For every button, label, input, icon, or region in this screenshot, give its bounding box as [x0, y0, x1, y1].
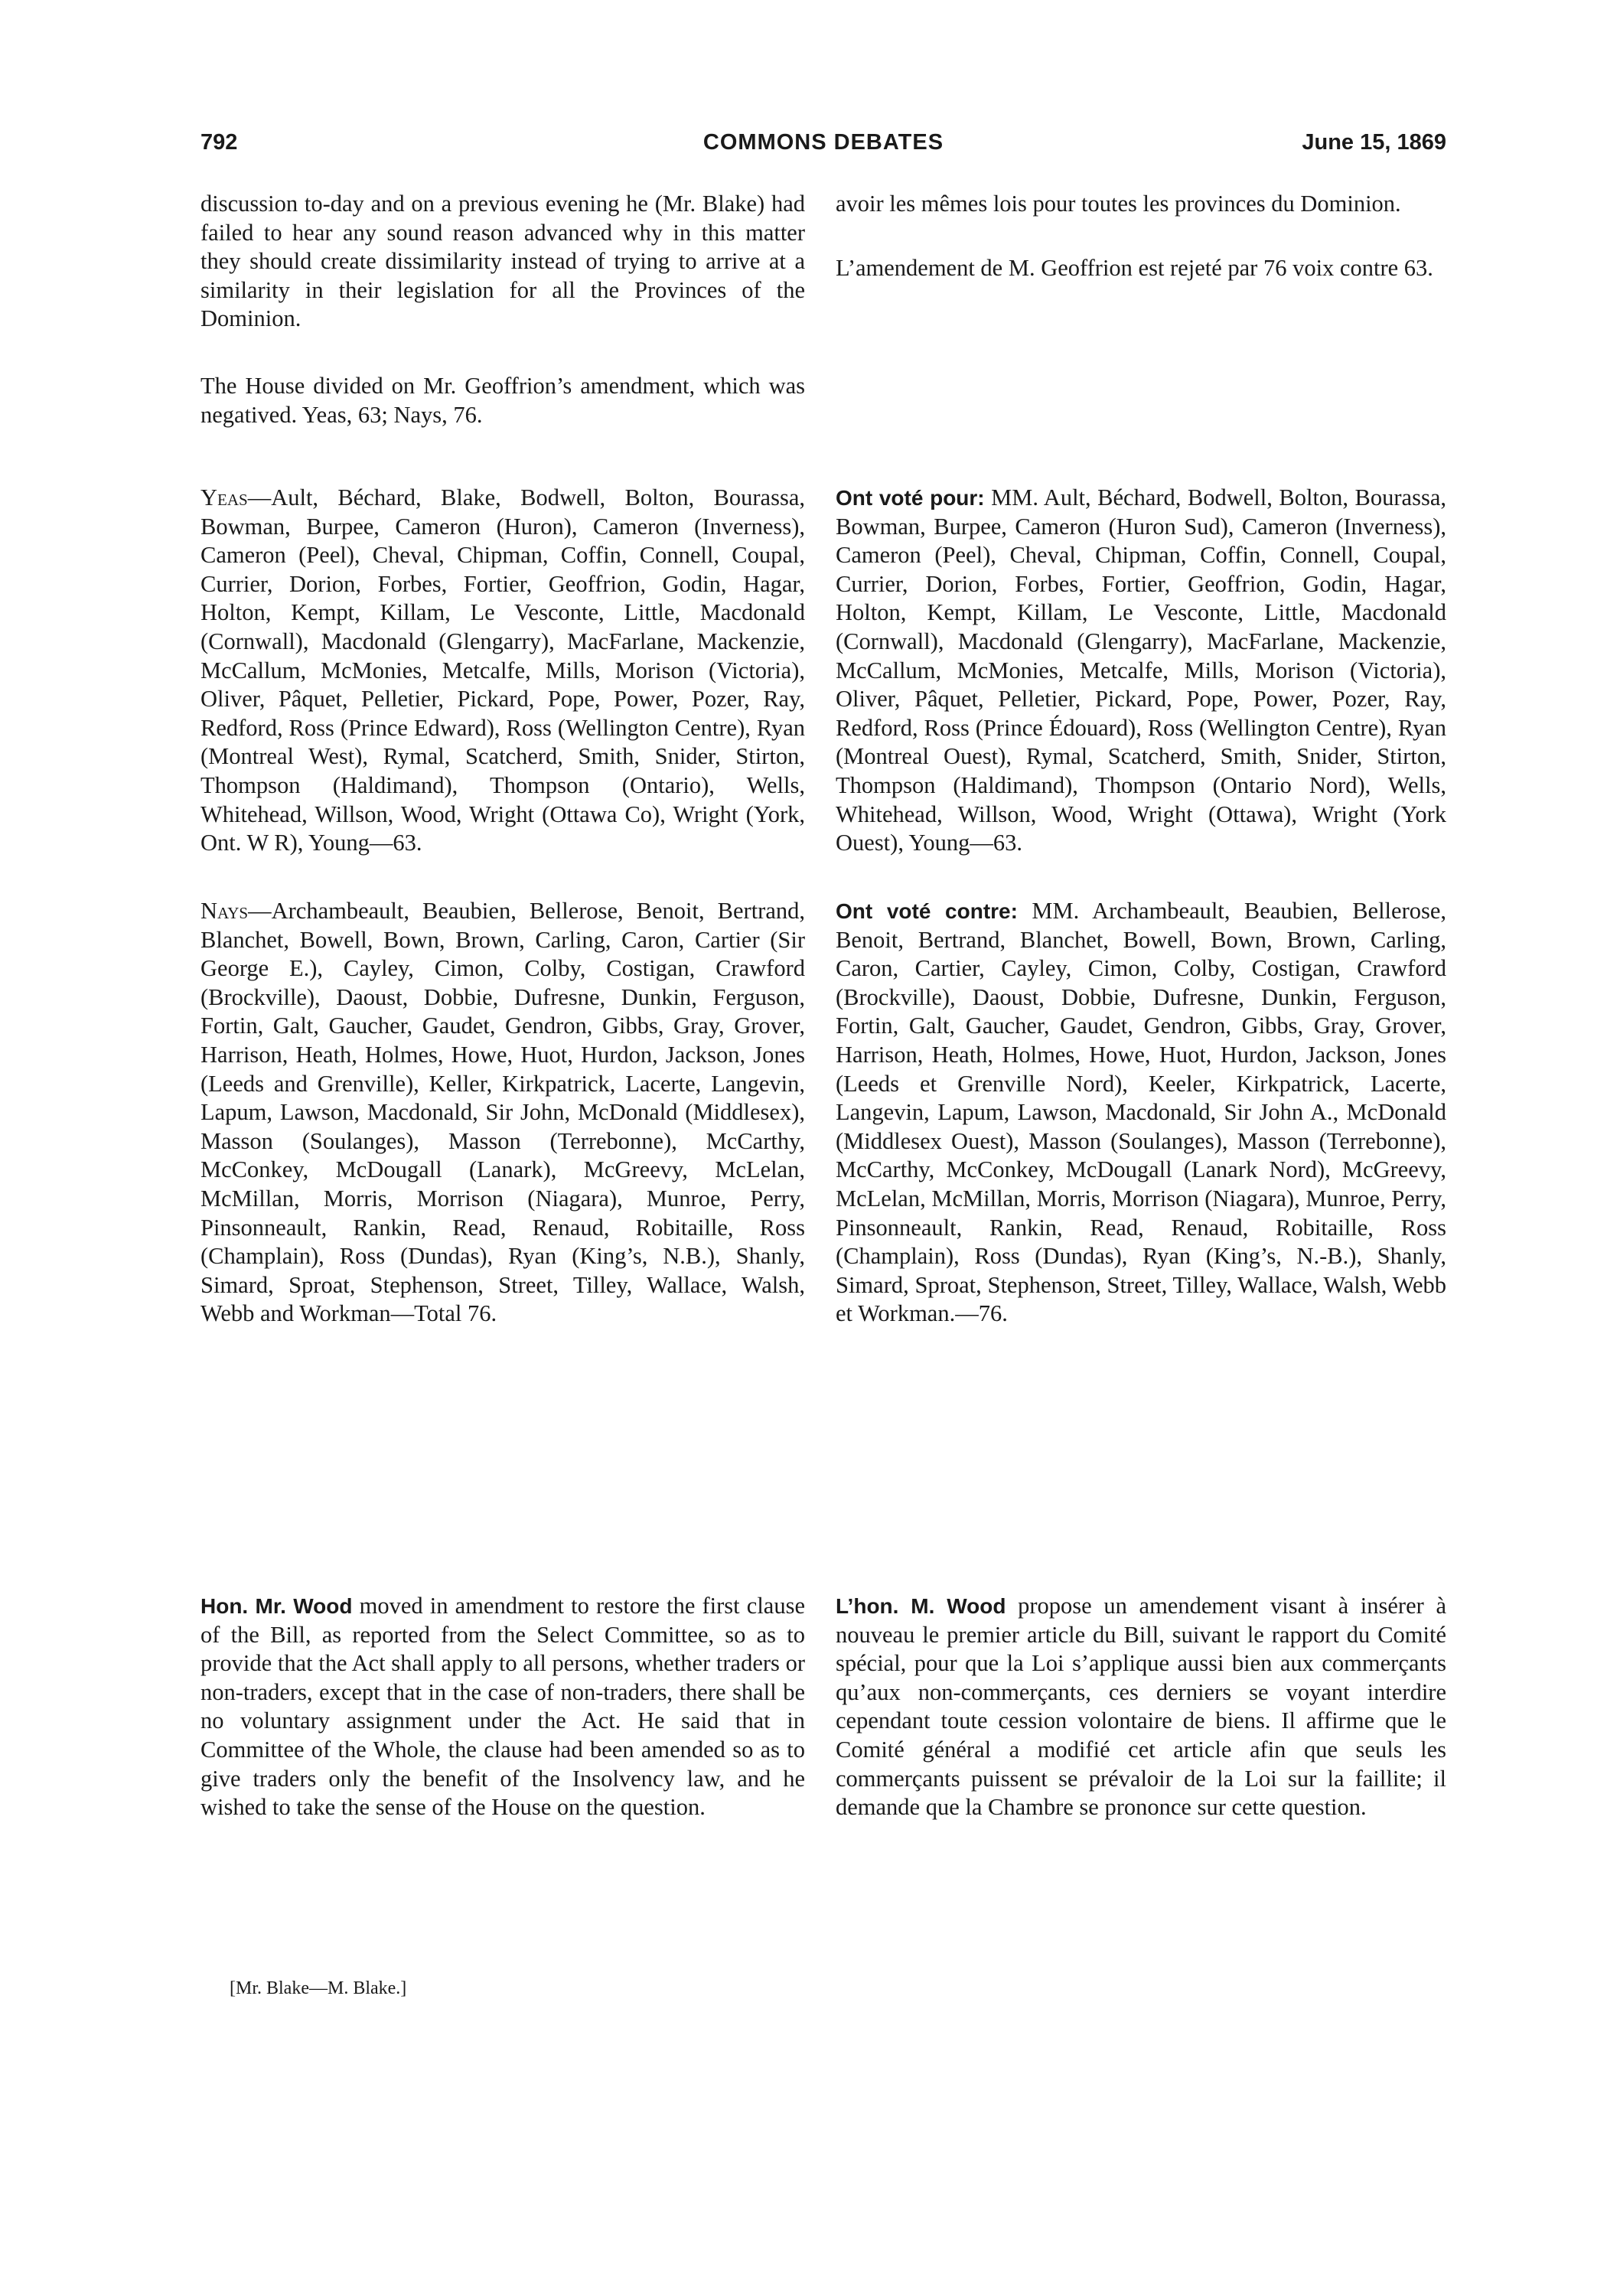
- footer-note: [Mr. Blake—M. Blake.]: [230, 1978, 407, 1998]
- yeas-label: Yeas: [200, 484, 248, 510]
- french-continuation-paragraph: avoir les mêmes lois pour toutes les provinces du Dominion.: [836, 191, 1401, 217]
- french-wood-amendment-paragraph: [836, 1592, 1446, 1822]
- division-paragraph: The House divided on Mr. Geoffrion’s amendment, which was negatived. Yeas, 63; Nays, 76.: [200, 373, 805, 428]
- pour-label: Ont voté pour:: [836, 486, 985, 510]
- french-wood-speaker-name: L’hon. M. Wood: [836, 1594, 1006, 1618]
- yeas-list: [200, 484, 805, 858]
- contre-names: MM. Archambeault, Beaubien, Bellerose, Benoit, Bertrand, Blanchet, Bowell, Bown, Brown, Carling, Caron, Cartier, Cayley, Cimon, Colby, Costigan, Crawford (Brockville), Daoust, Dobbie, Dufresne, Dunkin, Ferguson, Fortin, Galt, Gaucher, Gaudet, Gendron, Gibbs, Gray, Grover, Harrison, Heath, Holmes, Howe, Huot, Hurdon, Jackson, Jones (Leeds et Grenville Nord), Keeler, Kirkpatrick, Lacerte, Langevin, Lapum, Lawson, Macdonald, Sir John A., McDonald (Middlesex Ouest), Masson (Soulanges), Masson (Terrebonne), McCarthy, McConkey, McDougall (Lanark Nord), McGreevy, McLelan, McMillan, Morris, Morrison (Niagara), Munroe, Perry, Pinsonneault, Rankin, Read, Renaud, Robitaille, Ross (Champlain), Ross (Dundas), Ryan (King’s, N.-B.), Shanly, Simard, Sproat, Stephenson, Street, Tilley, Wallace, Walsh, Webb et Workman.—76.: [836, 898, 1447, 1327]
- contre-list: [836, 897, 1446, 1329]
- blake-speech-paragraph: discussion to-day and on a previous evening he (Mr. Blake) had failed to hear any sound reason advanced why in this matter they should create dissimilarity instead of trying to arrive at a similarity in their legislation for all the Provinces of the Dominion.: [200, 191, 805, 332]
- french-division-paragraph: L’amendement de M. Geoffrion est rejeté par 76 voix contre 63.: [836, 255, 1433, 281]
- publication-date: June 15, 1869: [1302, 130, 1446, 155]
- contre-label: Ont voté contre:: [836, 899, 1018, 923]
- yeas-names: —Ault, Béchard, Blake, Bodwell, Bolton, Bourassa, Bowman, Burpee, Cameron (Huron), Cameron (Inverness), Cameron (Peel), Cheval, Chipman, Coffin, Connell, Coupal, Currier, Dorion, Forbes, Fortier, Geoffrion, Godin, Hagar, Holton, Kempt, Killam, Le Vesconte, Little, Macdonald (Cornwall), Macdonald (Glengarry), MacFarlane, Mackenzie, McCallum, McMonies, Metcalfe, Mills, Morison (Victoria), Oliver, Pâquet, Pelletier, Pickard, Pope, Power, Pozer, Ray, Redford, Ross (Prince Edward), Ross (Wellington Centre), Ryan (Montreal West), Rymal, Scatcherd, Smith, Snider, Stirton, Thompson (Haldimand), Thompson (Ontario), Wells, Whitehead, Willson, Wood, Wright (Ottawa Co), Wright (York, Ont. W R), Young—63.: [200, 484, 805, 856]
- nays-list: [200, 897, 805, 1329]
- french-wood-amendment-text: propose un amendement visant à insérer à nouveau le premier article du Bill, suivant le rapport du Comité spécial, pour que la Loi s’applique aussi bien aux commerçants qu’aux non-commerçants, ces derniers se voyant interdire cependant toute cession volontaire de biens. Il affirme que le Comité général a modifié cet article afin que seuls les commerçants puissent se prévaloir de la Loi sur la faillite; il demande que la Chambre se prononce sur cette question.: [836, 1593, 1446, 1821]
- nays-label: Nays: [200, 898, 249, 924]
- page-header: [200, 130, 1446, 161]
- wood-speaker-name: Hon. Mr. Wood: [200, 1594, 353, 1618]
- pour-list: [836, 484, 1446, 858]
- wood-amendment-text: moved in amendment to restore the first clause of the Bill, as reported from the Select Committee, so as to provide that the Act shall apply to all persons, whether traders or non-traders, except that in the case of non-traders, there shall be no voluntary assignment under the Act. He said that in Committee of the Whole, the clause had been amended so as to give traders only the benefit of the Insolvency law, and he wished to take the sense of the House on the question.: [200, 1593, 805, 1821]
- publication-title: COMMONS DEBATES: [702, 130, 944, 155]
- nays-names: —Archambeault, Beaubien, Bellerose, Benoit, Bertrand, Blanchet, Bowell, Bown, Brown, Carling, Caron, Cartier (Sir George E.), Cayley, Cimon, Colby, Costigan, Crawford (Brockville), Daoust, Dobbie, Dufresne, Dunkin, Ferguson, Fortin, Galt, Gaucher, Gaudet, Gendron, Gibbs, Gray, Grover, Harrison, Heath, Holmes, Howe, Huot, Hurdon, Jackson, Jones (Leeds and Grenville), Keller, Kirkpatrick, Lacerte, Langevin, Lapum, Lawson, Macdonald, Sir John, McDonald (Middlesex), Masson (Soulanges), Masson (Terrebonne), McCarthy, McConkey, McDougall (Lanark), McGreevy, McLelan, McMillan, Morris, Morrison (Niagara), Munroe, Perry, Pinsonneault, Rankin, Read, Renaud, Robitaille, Ross (Champlain), Ross (Dundas), Ryan (King’s, N.B.), Shanly, Simard, Sproat, Stephenson, Street, Tilley, Wallace, Walsh, Webb and Workman—Total 76.: [200, 898, 805, 1327]
- page-number: 792: [200, 130, 238, 155]
- wood-amendment-paragraph: [200, 1592, 805, 1822]
- pour-names: MM. Ault, Béchard, Bodwell, Bolton, Bourassa, Bowman, Burpee, Cameron (Huron Sud), Cameron (Inverness), Cameron (Peel), Cheval, Chipman, Coffin, Connell, Coupal, Currier, Dorion, Forbes, Fortier, Geoffrion, Godin, Hagar, Holton, Kempt, Killam, Le Vesconte, Little, Macdonald (Cornwall), Macdonald (Glengarry), MacFarlane, Mackenzie, McCallum, McMonies, Metcalfe, Mills, Morison (Victoria), Oliver, Pâquet, Pelletier, Pickard, Pope, Power, Pozer, Ray, Redford, Ross (Prince Édouard), Ross (Wellington Centre), Ryan (Montreal Ouest), Rymal, Scatcherd, Smith, Snider, Stirton, Thompson (Haldimand), Thompson (Ontario Nord), Wells, Whitehead, Willson, Wood, Wright (Ottawa), Wright (York Ouest), Young—63.: [836, 484, 1446, 856]
